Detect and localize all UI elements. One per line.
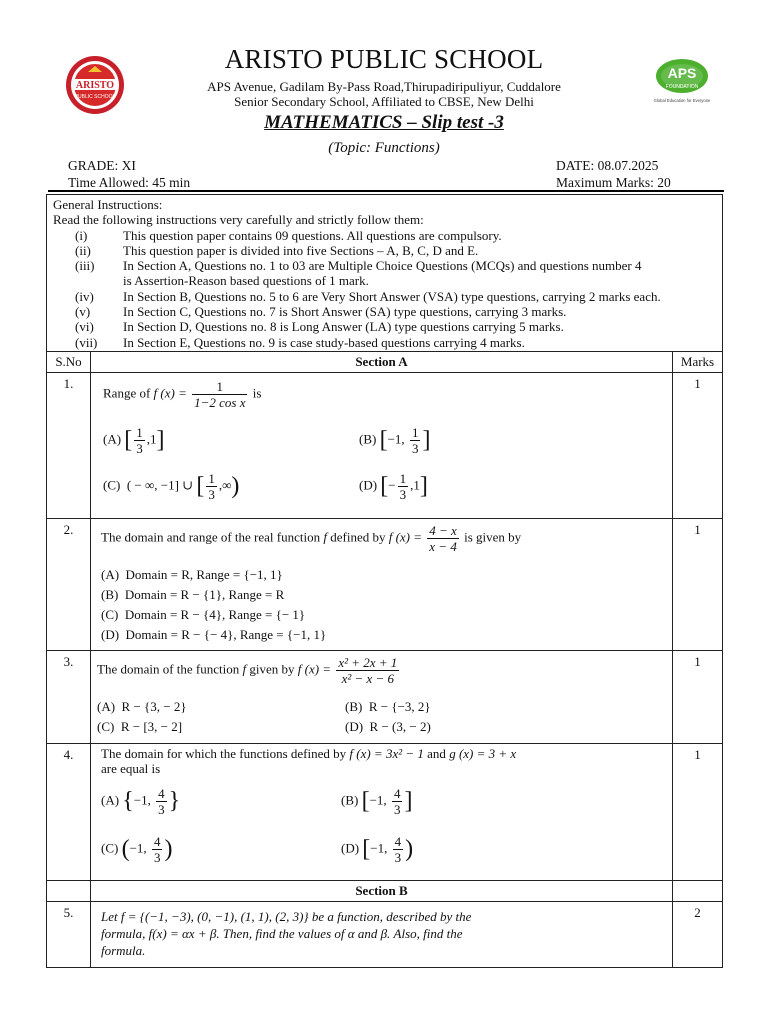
q4-stem — [101, 746, 516, 762]
instruction-text: This question paper contains 09 questions. All questions are compulsory. — [123, 227, 502, 243]
option-text: Domain = R − {4}, Range = {− 1} — [124, 607, 306, 622]
question-number: 1. — [47, 373, 91, 519]
question-table — [46, 194, 723, 968]
option-label: (B) — [359, 431, 377, 447]
option-label: (A) — [101, 792, 120, 808]
q2-option-a — [101, 567, 283, 583]
right-logo-sub: FOUNDATION — [665, 84, 699, 90]
subject-title-text: MATHEMATICS – Slip test -3 — [264, 112, 504, 133]
instruction-num: (vi) — [75, 319, 94, 335]
instruction-text: This question paper is divided into five Sections – A, B, C, D and E. — [123, 242, 479, 258]
q1-stem-pre: Range of — [103, 385, 154, 401]
option-label: (D) — [101, 627, 120, 642]
instruction-text: In Section B, Questions no. 5 to 6 are Very Short Answer (VSA) type questions, carrying 2 marks each. — [123, 288, 661, 304]
option-label: (D) — [359, 477, 378, 493]
q3-stem — [97, 655, 401, 686]
section-a-title: Section A — [91, 352, 673, 373]
q2-option-c — [101, 607, 305, 623]
question-marks: 1 — [673, 519, 723, 651]
question-marks: 2 — [673, 902, 723, 968]
q1-option-d: (D) [− $\frac{1}{3}$ ,1] — [359, 471, 428, 502]
q2-stem-post: is given by — [460, 529, 522, 545]
question-marks: 1 — [673, 744, 723, 881]
q4-and: and — [423, 746, 450, 761]
instruction-num: (ii) — [75, 242, 91, 258]
option-text: R − [3, − 2] — [120, 719, 183, 734]
q3-option-d — [345, 719, 431, 735]
header-divider — [48, 190, 724, 192]
q3-option-c — [97, 719, 182, 735]
q1-numerator: 1 — [192, 379, 247, 395]
instruction-continuation: is Assertion-Reason based questions of 1 mark. — [123, 273, 369, 289]
question-row-5 — [47, 902, 723, 968]
option-label: (B) — [341, 792, 359, 808]
option-text: R − {−3, 2} — [368, 699, 431, 714]
option-label: (B) — [101, 587, 119, 602]
q1-option-c: (C) ( − ∞, −1] ∪ [ $\frac{1}{3}$ ,∞) — [103, 471, 240, 502]
question-body — [91, 744, 673, 881]
option-label: (C) — [101, 607, 119, 622]
q3-stem-mid: given by — [246, 661, 298, 677]
right-logo-text: APS — [667, 65, 697, 81]
instruction-item — [53, 319, 716, 334]
instructions-box — [47, 195, 723, 352]
option-label: (C) — [103, 477, 121, 493]
q1-option-b: (B) [−1, $\frac{1}{3}$ ] — [359, 425, 431, 456]
q3-denominator: x² − x − 6 — [341, 671, 395, 686]
q1-denominator: 1−2 cos x — [194, 395, 246, 410]
q4-option-b: (B) [−1, $\frac{4}{3}$ ] — [341, 786, 413, 817]
time-allowed: Time Allowed: 45 min — [68, 175, 191, 190]
option-text: Domain = R − {1}, Range = R — [124, 587, 285, 602]
address-line-2: Senior Secondary School, Affiliated to CBSE, New Delhi — [234, 94, 534, 109]
q4-func-g: g (x) = 3 + x — [449, 746, 517, 761]
instruction-num: (iii) — [75, 258, 95, 274]
question-body — [91, 902, 673, 968]
option-text: R − {3, − 2} — [121, 699, 187, 714]
q5-text — [91, 902, 672, 959]
instruction-text: In Section E, Questions no. 9 is case study-based questions carrying 4 marks. — [123, 334, 525, 350]
instruction-item — [53, 258, 716, 273]
q2-option-d — [101, 627, 326, 643]
instruction-num: (iv) — [75, 288, 94, 304]
school-name: ARISTO PUBLIC SCHOOL — [224, 44, 544, 74]
q1-option-a: (A) [ $\frac{1}{3}$ ,1] — [103, 425, 165, 456]
instruction-num: (i) — [75, 227, 88, 243]
question-body — [91, 519, 673, 651]
option-label: (C) — [101, 840, 119, 856]
question-body — [91, 651, 673, 744]
q4-stem-pre: The domain for which the functions defined by — [101, 746, 350, 761]
instruction-item — [53, 289, 716, 304]
q4-option-a: (A) {−1, $\frac{4}{3}$ } — [101, 786, 181, 817]
right-logo-tag: Global Education for Everyone — [653, 98, 711, 103]
question-row-2 — [47, 519, 723, 651]
question-marks: 1 — [673, 373, 723, 519]
instruction-item — [53, 243, 716, 258]
question-marks: 1 — [673, 651, 723, 744]
q4-option-c: (C) (−1, $\frac{4}{3}$ ) — [101, 834, 173, 865]
q2-func: f (x) = — [388, 529, 426, 545]
q1-stem — [103, 379, 261, 410]
question-row-4 — [47, 744, 723, 881]
topic: (Topic: Functions) — [328, 140, 440, 156]
question-number: 3. — [47, 651, 91, 744]
option-label: (D) — [345, 719, 364, 734]
question-row-3 — [47, 651, 723, 744]
q2-fraction — [427, 523, 459, 554]
section-b-title: Section B — [91, 881, 673, 902]
option-label: (B) — [345, 699, 363, 714]
q5-line-2: formula, f(x) = αx + β. Then, find the values of α and β. Also, find the — [101, 926, 463, 941]
q2-f: f — [323, 529, 327, 545]
q1-func: f (x) = — [153, 385, 191, 401]
question-number: 4. — [47, 744, 91, 881]
grade: GRADE: XI — [68, 158, 136, 173]
option-label: (A) — [97, 699, 116, 714]
instruction-item — [53, 228, 716, 243]
option-label: (C) — [97, 719, 115, 734]
q2-numerator: 4 − x — [429, 523, 457, 538]
q5-line-3: formula. — [101, 943, 146, 958]
section-b-empty-cell — [47, 881, 91, 902]
instructions-row — [47, 195, 723, 352]
question-number: 2. — [47, 519, 91, 651]
subject-title — [0, 112, 768, 134]
left-logo-text: ARISTO — [75, 80, 115, 91]
option-text: R − (3, − 2) — [369, 719, 431, 734]
section-b-empty-cell — [673, 881, 723, 902]
address-line-1: APS Avenue, Gadilam By-Pass Road,Thirupadiripuliyur, Cuddalore — [207, 79, 561, 94]
date: DATE: 08.07.2025 — [556, 158, 659, 173]
q3-numerator: x² + 2x + 1 — [338, 655, 398, 670]
q4-option-d: (D) [−1, $\frac{4}{3}$ ) — [341, 834, 414, 865]
q3-option-b — [345, 699, 431, 715]
option-label: (A) — [101, 567, 120, 582]
option-text: Domain = R, Range = {−1, 1} — [125, 567, 283, 582]
instructions-lead: Read the following instructions very carefully and strictly follow them: — [53, 212, 424, 228]
instruction-text: In Section A, Questions no. 1 to 03 are Multiple Choice Questions (MCQs) and questions number 4 — [123, 258, 642, 274]
q3-fraction — [336, 655, 399, 686]
q3-option-a — [97, 699, 187, 715]
section-a-header-row — [47, 352, 723, 373]
q2-stem-pre: The domain and range of the real function — [101, 529, 324, 545]
question-body — [91, 373, 673, 519]
option-label: (D) — [341, 840, 360, 856]
col-sno-header: S.No — [47, 352, 91, 373]
question-number: 5. — [47, 902, 91, 968]
question-row-1 — [47, 373, 723, 519]
option-label: (A) — [103, 431, 122, 447]
left-logo-sub: PUBLIC SCHOOL — [74, 94, 116, 100]
q4-func-f: f (x) = 3x² − 1 — [349, 746, 424, 761]
section-b-header-row — [47, 881, 723, 902]
col-marks-header: Marks — [673, 352, 723, 373]
q2-option-b — [101, 587, 284, 603]
instruction-num: (vii) — [75, 334, 98, 350]
q2-stem — [101, 523, 521, 554]
instruction-text: In Section D, Questions no. 8 is Long Answer (LA) type questions carrying 5 marks. — [123, 319, 564, 335]
instruction-item — [53, 304, 716, 319]
q3-stem-pre: The domain of the function — [97, 661, 243, 677]
instruction-item — [53, 335, 716, 350]
q3-f: f — [242, 661, 247, 677]
q2-stem-mid: defined by — [326, 529, 389, 545]
q4-stem-line2: are equal is — [101, 761, 161, 776]
q5-line-1: Let f = {(−1, −3), (0, −1), (1, 1), (2, 3)} be a function, described by the — [101, 909, 472, 924]
instruction-text: In Section C, Questions no. 7 is Short Answer (SA) type questions, carrying 3 marks. — [123, 304, 567, 320]
q2-denominator: x − 4 — [429, 539, 457, 554]
instructions-heading: General Instructions: — [53, 197, 163, 212]
option-text: Domain = R − {− 4}, Range = {−1, 1} — [125, 627, 327, 642]
max-marks: Maximum Marks: 20 — [556, 175, 671, 190]
instruction-num: (v) — [75, 304, 91, 320]
q1-stem-post: is — [249, 385, 262, 401]
q1-fraction — [192, 379, 247, 410]
q3-func: f (x) = — [297, 661, 335, 677]
